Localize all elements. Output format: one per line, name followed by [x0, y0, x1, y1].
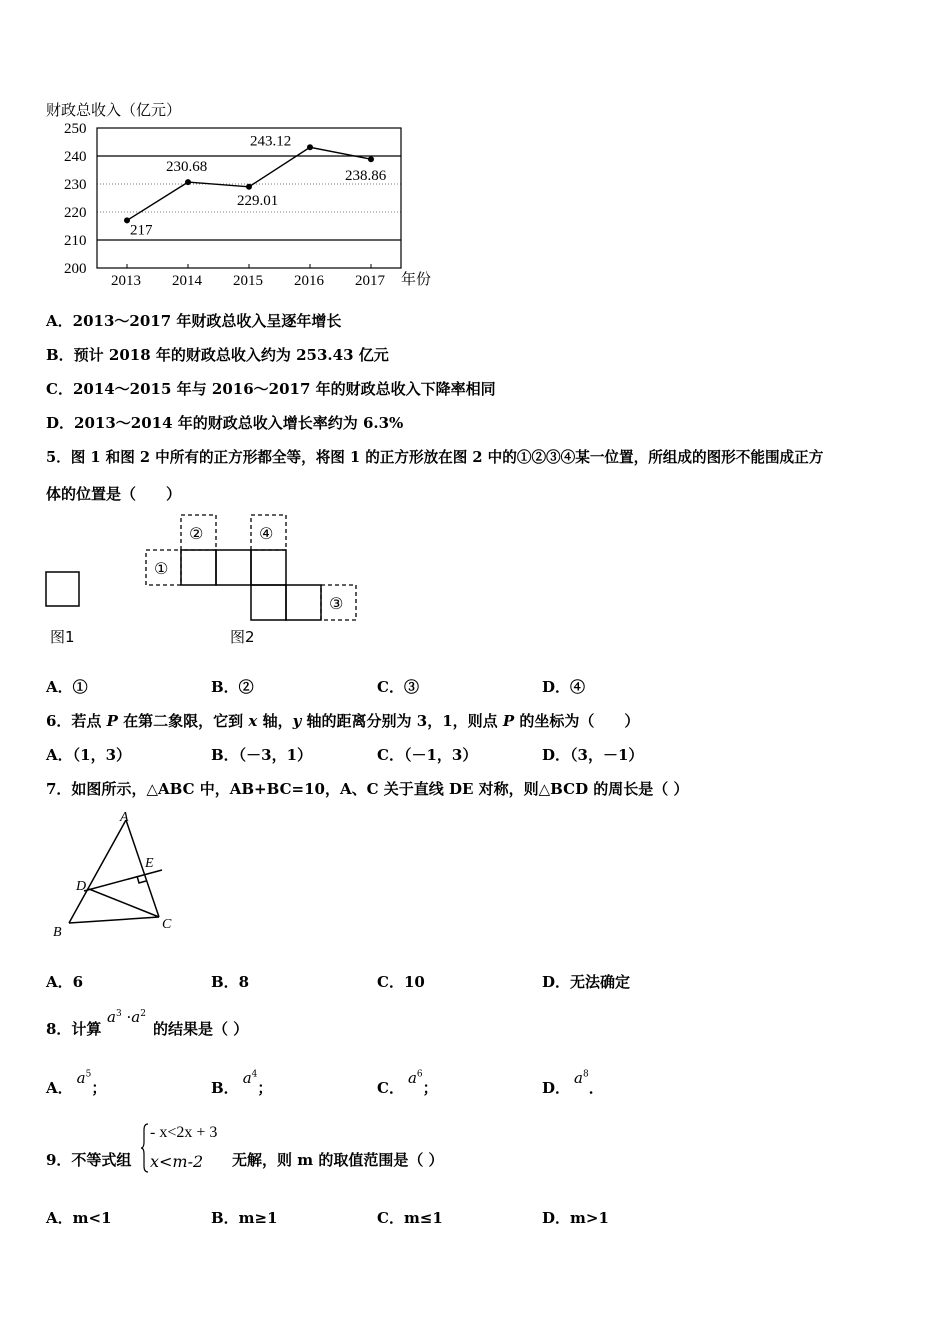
q6-option-a: A．（1，3）: [46, 746, 132, 764]
q6-option-d: D．（3，－1）: [542, 746, 644, 764]
q7-option-b: B．8: [211, 973, 250, 991]
slot-label-2: ②: [189, 524, 204, 543]
label-b: B: [53, 925, 62, 940]
data-point: [185, 179, 191, 185]
label-d: D: [76, 879, 87, 894]
q5-figures: [40, 512, 370, 652]
fig1-label: 图1: [50, 628, 75, 646]
data-label: 229.01: [237, 192, 279, 209]
fig2-label: 图2: [230, 628, 255, 646]
x-tick-label: 2013: [111, 273, 141, 289]
slot-label-3: ③: [329, 594, 344, 613]
chart-xlabel: 年份: [401, 270, 432, 288]
q8-option-c: C．$a^6$；: [377, 1069, 438, 1097]
data-point: [246, 184, 252, 190]
segment-ab: [69, 820, 126, 923]
q8-option-b: B．$a^4$；: [211, 1069, 273, 1097]
q8-option-a: A．$a^5$；: [46, 1069, 107, 1097]
q4-option-b: B．预计 2018 年的财政总收入约为 253.43 亿元: [46, 346, 389, 364]
slot-label-1: ①: [154, 559, 169, 578]
y-tick-label: 200: [64, 261, 87, 277]
q7-option-a: A．6: [46, 973, 84, 991]
label-a: A: [120, 810, 129, 825]
chart-ylabel: 财政总收入（亿元）: [46, 101, 182, 119]
y-tick-label: 210: [64, 233, 87, 249]
q9-inequality-1: - x<2x + 3: [150, 1124, 218, 1141]
data-label: 243.12: [250, 133, 292, 150]
segment-bc: [69, 917, 159, 923]
q5-option-d: D．④: [542, 678, 586, 696]
q4-option-c: C．2014～2015 年与 2016～2017 年的财政总收入下降率相同: [46, 380, 496, 398]
q5-option-a: A．①: [46, 678, 88, 696]
q7-option-c: C．10: [377, 973, 425, 991]
data-point: [368, 156, 374, 162]
data-point: [307, 144, 313, 150]
q8-expression: $a^3 \cdot a^2$: [107, 1008, 146, 1026]
segment-dc: [89, 889, 159, 917]
data-label: 238.86: [345, 168, 387, 185]
q9-stem-prefix: 9．不等式组: [46, 1151, 132, 1169]
q5-stem-line2: 体的位置是（ ）: [46, 485, 182, 503]
q6-option-c: C．（－1，3）: [377, 746, 478, 764]
q6-stem: 6．若点 P 在第二象限，它到 x 轴，y 轴的距离分别为 3，1，则点 P 的坐标为（ ）: [46, 712, 640, 730]
q5-stem-line1: 5．图 1 和图 2 中所有的正方形都全等，将图 1 的正方形放在图 2 中的①②③④某一位置，所组成的图形不能围成正方: [46, 449, 824, 466]
q5-option-b: B．②: [211, 678, 254, 696]
q9-stem-suffix: 无解，则 m 的取值范围是（ ）: [232, 1151, 444, 1169]
q8-option-d: D．$a^8$．: [542, 1069, 604, 1097]
q9-option-b: B．m≥1: [211, 1209, 278, 1227]
revenue-line-chart: [40, 96, 460, 296]
chart-y-ticks: [64, 121, 87, 277]
segment-ac: [126, 820, 159, 917]
label-e: E: [145, 856, 154, 871]
data-label: 230.68: [166, 159, 208, 176]
q9-option-c: C．m≤1: [377, 1209, 443, 1227]
q7-option-d: D．无法确定: [542, 973, 631, 991]
q6-option-b: B．（－3，1）: [211, 746, 313, 764]
slot-label-4: ④: [259, 524, 274, 543]
y-tick-label: 220: [64, 205, 87, 221]
fig2-solid-squares: [181, 550, 321, 620]
chart-value-labels: [130, 133, 387, 238]
q5-option-c: C．③: [377, 678, 419, 696]
q8-stem-suffix: 的结果是（ ）: [153, 1020, 249, 1038]
x-tick-label: 2015: [233, 273, 263, 289]
x-tick-label: 2016: [294, 273, 324, 289]
q9-brace: [140, 1122, 150, 1174]
q9-option-d: D．m>1: [542, 1209, 609, 1227]
data-label: 217: [130, 222, 153, 239]
fig1-square: [46, 572, 79, 606]
line-de: [84, 870, 162, 891]
q7-triangle-figure: [44, 805, 194, 945]
q7-stem: 7．如图所示，△ABC 中，AB+BC=10，A、C 关于直线 DE 对称，则△BCD 的周长是（ ）: [46, 780, 689, 798]
label-c: C: [162, 917, 172, 932]
x-tick-label: 2017: [355, 273, 385, 289]
q9-inequality-2: x<m-2: [150, 1152, 204, 1171]
y-tick-label: 250: [64, 121, 87, 137]
y-tick-label: 240: [64, 149, 87, 165]
q4-option-a: A．2013～2017 年财政总收入呈逐年增长: [46, 312, 342, 330]
y-tick-label: 230: [64, 177, 87, 193]
q9-option-a: A．m<1: [46, 1209, 112, 1227]
q8-stem-prefix: 8．计算: [46, 1020, 102, 1038]
x-tick-label: 2014: [172, 273, 202, 289]
q4-option-d: D．2013～2014 年的财政总收入增长率约为 6.3%: [46, 414, 404, 432]
